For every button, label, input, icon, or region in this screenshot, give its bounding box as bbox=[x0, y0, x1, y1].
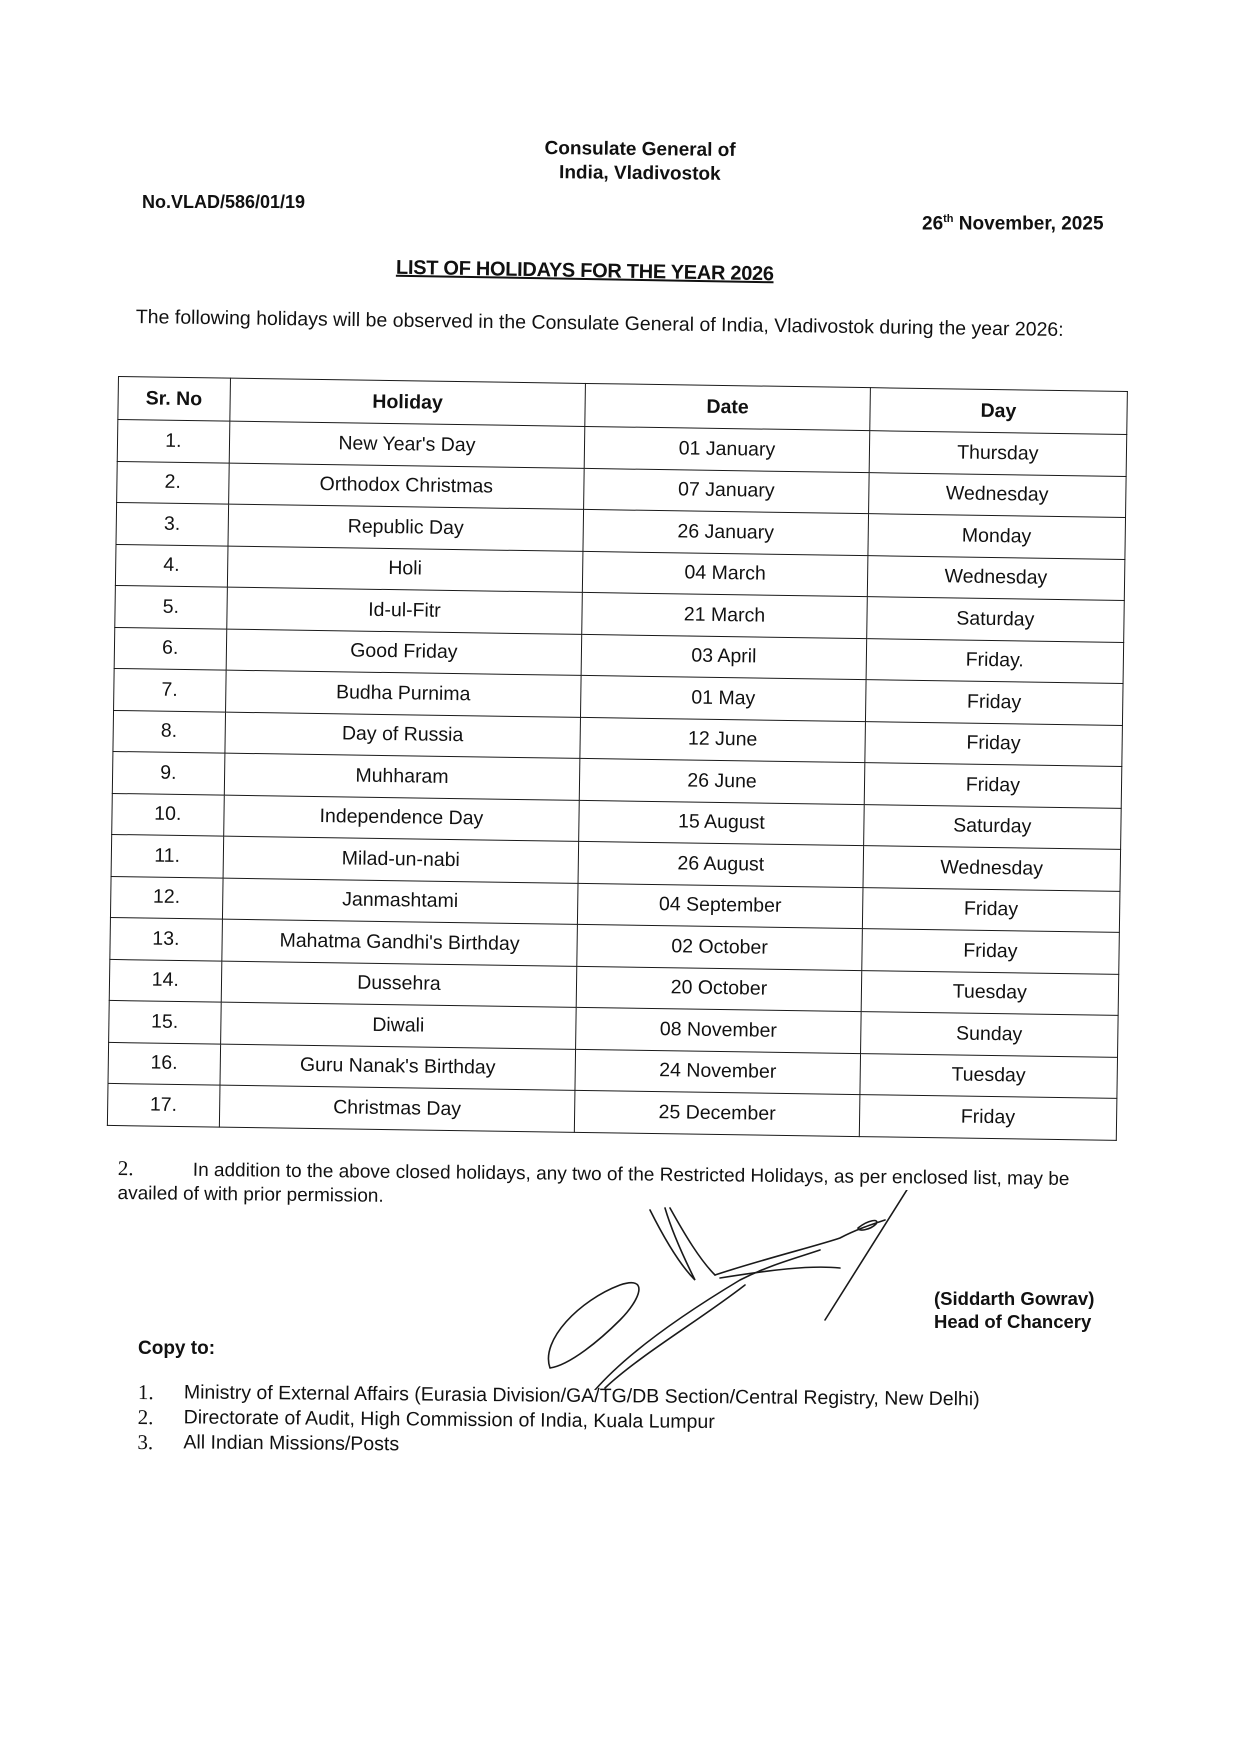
cell-day: Sunday bbox=[860, 1012, 1118, 1057]
cell-day: Monday bbox=[868, 514, 1126, 559]
cell-holiday: Independence Day bbox=[223, 795, 579, 842]
document-title: LIST OF HOLIDAYS FOR THE YEAR 2026 bbox=[395, 256, 774, 286]
cell-holiday: Budha Purnima bbox=[225, 670, 581, 717]
note-number: 2. bbox=[117, 1156, 134, 1181]
date-rest: November, 2025 bbox=[953, 213, 1104, 235]
holiday-table-body bbox=[107, 420, 1126, 1140]
cell-day: Tuesday bbox=[860, 1053, 1118, 1098]
cell-holiday: Janmashtami bbox=[222, 878, 578, 925]
header-day: Day bbox=[869, 388, 1127, 435]
date-day: 26 bbox=[922, 213, 944, 235]
cell-holiday: Guru Nanak's Birthday bbox=[220, 1044, 576, 1091]
cell-day: Saturday bbox=[863, 804, 1121, 849]
cell-day: Wednesday bbox=[867, 555, 1125, 600]
cell-date: 15 August bbox=[579, 800, 864, 846]
header-date: Date bbox=[585, 383, 870, 430]
cell-day: Friday bbox=[861, 929, 1119, 974]
cell-holiday: Republic Day bbox=[228, 504, 584, 551]
cell-sr-no: 7. bbox=[114, 668, 226, 711]
copy-to-item-number: 3. bbox=[137, 1429, 154, 1455]
cell-date: 08 November bbox=[576, 1007, 861, 1053]
cell-day: Wednesday bbox=[868, 472, 1126, 517]
cell-date: 01 May bbox=[581, 675, 866, 721]
copy-to-label: Copy to: bbox=[138, 1338, 216, 1359]
cell-holiday: Id-ul-Fitr bbox=[226, 587, 582, 634]
cell-holiday: Good Friday bbox=[226, 629, 582, 676]
cell-date: 02 October bbox=[577, 924, 862, 970]
cell-sr-no: 10. bbox=[112, 793, 224, 836]
cell-day: Friday bbox=[864, 763, 1122, 808]
cell-holiday: Mahatma Gandhi's Birthday bbox=[221, 919, 577, 966]
cell-date: 03 April bbox=[581, 634, 866, 680]
cell-date: 04 September bbox=[578, 883, 863, 929]
cell-date: 07 January bbox=[584, 468, 869, 514]
cell-day: Tuesday bbox=[861, 970, 1119, 1015]
signatory-designation: Head of Chancery bbox=[934, 1311, 1092, 1332]
organization-line-2: India, Vladivostok bbox=[558, 162, 721, 185]
cell-holiday: Day of Russia bbox=[224, 712, 580, 759]
cell-day: Saturday bbox=[866, 597, 1124, 642]
header-holiday: Holiday bbox=[229, 378, 585, 426]
cell-date: 20 October bbox=[576, 966, 861, 1012]
copy-to-item-text: Ministry of External Affairs (Eurasia Division/GA/TG/DB Section/Central Registry, New Delhi) bbox=[183, 1381, 980, 1411]
cell-sr-no: 14. bbox=[109, 959, 221, 1002]
cell-date: 26 June bbox=[580, 758, 865, 804]
cell-day: Friday bbox=[865, 721, 1123, 766]
signatory-block bbox=[934, 1287, 1094, 1333]
cell-holiday: New Year's Day bbox=[229, 421, 585, 468]
cell-day: Friday bbox=[859, 1095, 1117, 1140]
cell-day: Wednesday bbox=[863, 846, 1121, 891]
cell-date: 26 January bbox=[583, 509, 868, 555]
cell-sr-no: 2. bbox=[117, 461, 229, 504]
cell-date: 04 March bbox=[583, 551, 868, 597]
cell-holiday: Christmas Day bbox=[219, 1085, 575, 1132]
cell-sr-no: 12. bbox=[110, 876, 222, 919]
cell-date: 01 January bbox=[584, 426, 869, 472]
date-suffix: th bbox=[943, 213, 954, 225]
cell-date: 26 August bbox=[578, 841, 863, 887]
cell-holiday: Holi bbox=[227, 546, 583, 593]
cell-date: 25 December bbox=[575, 1090, 860, 1136]
copy-to-list bbox=[137, 1380, 1118, 1464]
cell-sr-no: 15. bbox=[109, 1000, 221, 1043]
cell-sr-no: 8. bbox=[113, 710, 225, 753]
cell-sr-no: 6. bbox=[114, 627, 226, 670]
cell-sr-no: 4. bbox=[115, 544, 227, 587]
copy-to-item-text: Directorate of Audit, High Commission of India, Kuala Lumpur bbox=[183, 1406, 715, 1434]
organization-line-1: Consulate General of bbox=[544, 138, 736, 162]
copy-to-item-text: All Indian Missions/Posts bbox=[183, 1431, 400, 1456]
intro-paragraph: The following holidays will be observed in the Consulate General of India, Vladivostok during the year 2026: bbox=[135, 306, 1064, 341]
cell-sr-no: 9. bbox=[112, 751, 224, 794]
cell-holiday: Milad-un-nabi bbox=[223, 836, 579, 883]
cell-day: Friday bbox=[865, 680, 1123, 725]
cell-date: 21 March bbox=[582, 592, 867, 638]
cell-sr-no: 16. bbox=[108, 1042, 220, 1085]
cell-sr-no: 17. bbox=[107, 1083, 219, 1126]
cell-sr-no: 5. bbox=[115, 585, 227, 628]
cell-holiday: Dussehra bbox=[221, 961, 577, 1008]
cell-date: 24 November bbox=[575, 1049, 860, 1095]
reference-number: No.VLAD/586/01/19 bbox=[142, 192, 306, 212]
header-sr-no: Sr. No bbox=[118, 377, 230, 422]
note-text: In addition to the above closed holidays, any two of the Restricted Holidays, as per enclosed list, may be availed of with prior permission. bbox=[117, 1159, 1070, 1207]
copy-to-item-number: 1. bbox=[137, 1380, 154, 1405]
cell-sr-no: 11. bbox=[111, 834, 223, 877]
cell-sr-no: 1. bbox=[117, 420, 229, 463]
cell-day: Thursday bbox=[869, 431, 1127, 476]
cell-day: Friday bbox=[862, 887, 1120, 932]
cell-holiday: Diwali bbox=[220, 1002, 576, 1049]
organization-heading bbox=[430, 136, 850, 188]
holiday-table bbox=[107, 376, 1128, 1140]
cell-sr-no: 13. bbox=[110, 917, 222, 960]
cell-holiday: Muhharam bbox=[224, 753, 580, 800]
document-date bbox=[922, 213, 1104, 235]
cell-day: Friday. bbox=[866, 638, 1124, 683]
cell-sr-no: 3. bbox=[116, 502, 228, 545]
cell-holiday: Orthodox Christmas bbox=[228, 463, 584, 510]
holiday-table-wrapper bbox=[107, 376, 1128, 1140]
copy-to-item-number: 2. bbox=[137, 1404, 154, 1430]
cell-date: 12 June bbox=[580, 717, 865, 763]
signatory-name: (Siddarth Gowrav) bbox=[934, 1288, 1095, 1309]
